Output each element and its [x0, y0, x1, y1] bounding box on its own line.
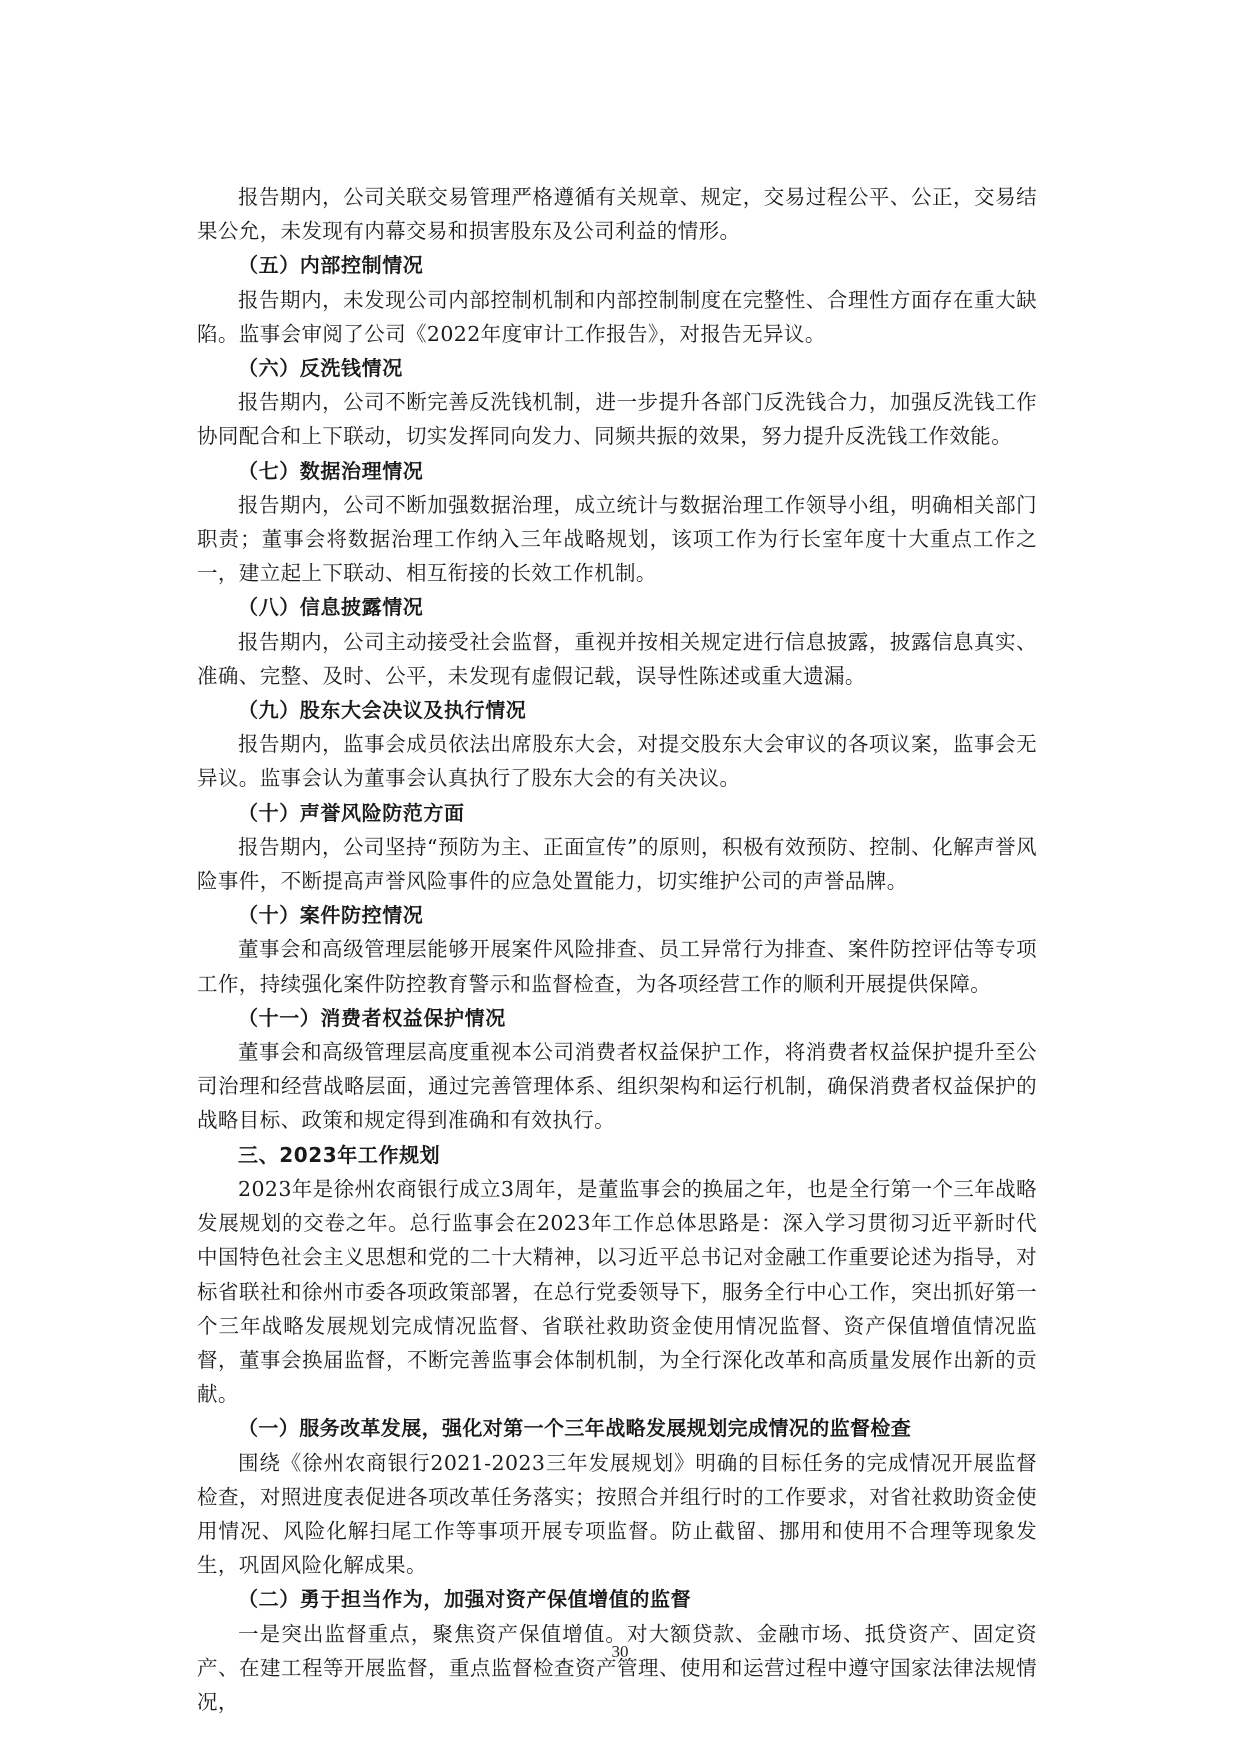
paragraph: 报告期内，公司坚持“预防为主、正面宣传”的原则，积极有效预防、控制、化解声誉风险事件，不断提高声誉风险事件的应急处置能力，切实维护公司的声誉品牌。 — [197, 834, 1037, 894]
chapter-heading: 三、2023年工作规划 — [238, 1142, 441, 1167]
paragraph: 报告期内，未发现公司内部控制机制和内部控制制度在完整性、合理性方面存在重大缺陷。监事会审阅了公司《2022年度审计工作报告》，对报告无异议。 — [197, 287, 1037, 346]
section-heading: （六）反洗钱情况 — [238, 356, 403, 381]
page-number: 30 — [611, 1642, 629, 1661]
paragraph: 报告期内，监事会成员依法出席股东大会，对提交股东大会审议的各项议案，监事会无异议。监事会认为董事会认真执行了股东大会的有关决议。 — [197, 732, 1037, 791]
paragraph: 董事会和高级管理层高度重视本公司消费者权益保护工作，将消费者权益保护提升至公司治理和经营战略层面，通过完善管理体系、组织架构和运行机制，确保消费者权益保护的战略目标、政策和规定得到准确和有效执行。 — [197, 1040, 1037, 1133]
section-heading: （五）内部控制情况 — [238, 253, 424, 278]
section-heading: （八）信息披露情况 — [238, 595, 424, 620]
section-heading: （十一）消费者权益保护情况 — [238, 1005, 506, 1030]
section-heading: （一）服务改革发展，强化对第一个三年战略发展规划完成情况的监督检查 — [238, 1416, 912, 1441]
section-heading: （七）数据治理情况 — [238, 458, 424, 483]
paragraph: 报告期内，公司关联交易管理严格遵循有关规章、规定，交易过程公平、公正，交易结果公允，未发现有内幕交易和损害股东及公司利益的情形。 — [197, 185, 1037, 244]
paragraph: 围绕《徐州农商银行2021-2023三年发展规划》明确的目标任务的完成情况开展监督检查，对照进度表促进各项改革任务落实；按照合并组行时的工作要求，对省社救助资金使用情况、风险化解扫尾工作等事项开展专项监督。防止截留、挪用和使用不合理等现象发生，巩固风险化解成果。 — [197, 1450, 1037, 1578]
paragraph: 报告期内，公司主动接受社会监督，重视并按相关规定进行信息披露，披露信息真实、准确、完整、及时、公平，未发现有虚假记载，误导性陈述或重大遗漏。 — [197, 629, 1037, 688]
paragraph: 2023年是徐州农商银行成立3周年，是董监事会的换届之年，也是全行第一个三年战略发展规划的交卷之年。总行监事会在2023年工作总体思路是：深入学习贯彻习近平新时代中国特色社会主义思想和党的二十大精神，以习近平总书记对金融工作重要论述为指导，对标省联社和徐州市委各项政策部署，在总行党委领导下，服务全行中心工作，突出抓好第一个三年战略发展规划完成情况监督、省联社救助资金使用情况监督、资产保值增值情况监督，董事会换届监督，不断完善监事会体制机制，为全行深化改革和高质量发展作出新的贡献。 — [197, 1176, 1037, 1407]
section-heading: （九）股东大会决议及执行情况 — [238, 698, 527, 723]
paragraph: 一是突出监督重点，聚焦资产保值增值。对大额贷款、金融市场、抵贷资产、固定资产、在建工程等开展监督，重点监督检查资产管理、使用和运营过程中遵守国家法律法规情况， — [197, 1621, 1037, 1714]
section-heading: （十）声誉风险防范方面 — [238, 800, 465, 825]
paragraph: 报告期内，公司不断加强数据治理，成立统计与数据治理工作领导小组，明确相关部门职责；董事会将数据治理工作纳入三年战略规划，该项工作为行长室年度十大重点工作之一，建立起上下联动、相互衔接的长效工作机制。 — [197, 492, 1037, 586]
section-heading: （十）案件防控情况 — [238, 903, 424, 928]
paragraph: 报告期内，公司不断完善反洗钱机制，进一步提升各部门反洗钱合力，加强反洗钱工作协同配合和上下联动，切实发挥同向发力、同频共振的效果，努力提升反洗钱工作效能。 — [197, 390, 1037, 449]
section-heading: （二）勇于担当作为，加强对资产保值增值的监督 — [238, 1587, 692, 1612]
document-body — [197, 180, 1037, 1719]
paragraph: 董事会和高级管理层能够开展案件风险排查、员工异常行为排查、案件防控评估等专项工作，持续强化案件防控教育警示和监督检查，为各项经营工作的顺利开展提供保障。 — [197, 937, 1037, 996]
